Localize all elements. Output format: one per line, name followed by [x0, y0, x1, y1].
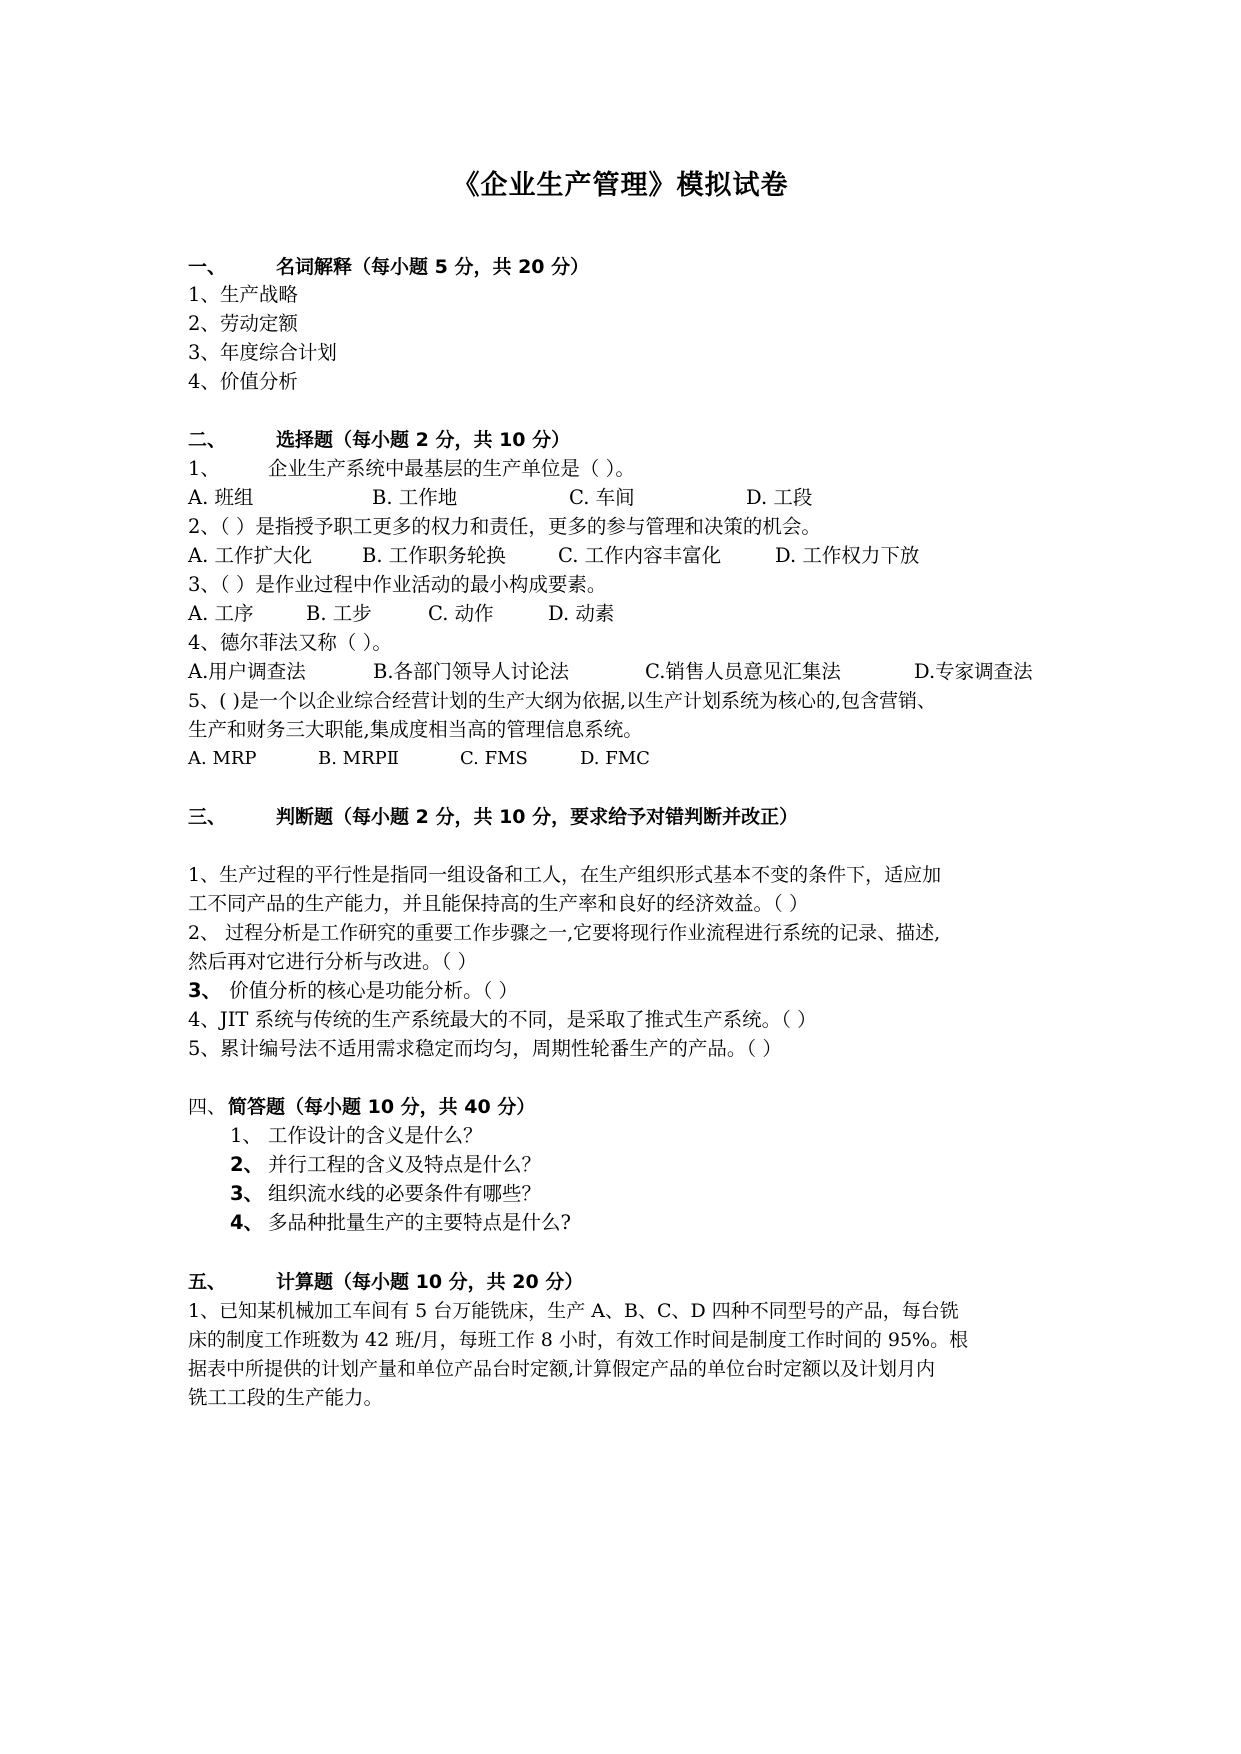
option-a: A. 班组: [188, 486, 254, 509]
item-text: 工作设计的含义是什么？: [268, 1124, 483, 1147]
list-item: 2、劳动定额: [188, 312, 298, 335]
item-number: 4、: [230, 1211, 264, 1234]
question-number: 1、: [188, 457, 220, 480]
option-d: D. 工段: [746, 486, 813, 509]
option-d: D.专家调查法: [914, 660, 1033, 683]
list-item: 1、生产战略: [188, 283, 298, 306]
paragraph-line: [188, 979, 518, 1003]
paragraph-line: 5、累计编号法不适用需求稳定而均匀，周期性轮番生产的产品。（ ）: [188, 1037, 782, 1060]
option-a: A.用户调查法: [188, 660, 306, 683]
paragraph-line: 铣工工段的生产能力。: [188, 1386, 384, 1409]
item-text: 并行工程的含义及特点是什么？: [268, 1153, 542, 1176]
question-stem: 2、（ ）是指授予职工更多的权力和责任，更多的参与管理和决策的机会。: [188, 515, 821, 538]
option-c: C. FMS: [460, 748, 528, 769]
section-4-heading: [188, 1095, 535, 1119]
list-item: [230, 1153, 541, 1177]
item-number: 3、: [230, 1182, 264, 1205]
section-number: 三、: [188, 806, 227, 828]
option-a: A. 工序: [188, 602, 254, 625]
section-title: 简答题（每小题 10 分，共 40 分）: [228, 1096, 536, 1118]
question-stem: [188, 457, 635, 481]
list-item: [230, 1182, 541, 1206]
paragraph-line: 床的制度工作班数为 42 班/月，每班工作 8 小时，有效工作时间是制度工作时间的 95%。根: [188, 1329, 969, 1351]
section-title: 判断题（每小题 2 分，共 10 分，要求给予对错判断并改正）: [276, 806, 799, 828]
option-b: B. 工作职务轮换: [362, 544, 506, 567]
section-title: 计算题（每小题 10 分，共 20 分）: [276, 1271, 584, 1293]
list-item: [230, 1124, 483, 1148]
paragraph-line: 2、 过程分析是工作研究的重要工作步骤之一,它要将现行作业流程进行系统的记录、描述,: [188, 922, 941, 944]
item-number: 3、: [188, 979, 222, 1002]
question-stem: 3、（ ）是作业过程中作业活动的最小构成要素。: [188, 573, 607, 596]
option-d: D. FMC: [580, 748, 650, 769]
paragraph-line: 1、生产过程的平行性是指同一组设备和工人，在生产组织形式基本不变的条件下，适应加: [188, 864, 942, 886]
option-c: C.销售人员意见汇集法: [645, 660, 841, 683]
section-title: 名词解释（每小题 5 分，共 20 分）: [276, 256, 590, 278]
option-a: A. 工作扩大化: [188, 544, 312, 567]
option-c: C. 动作: [428, 602, 494, 625]
item-text: 组织流水线的必要条件有哪些？: [268, 1182, 542, 1205]
section-number: 四、: [188, 1096, 227, 1118]
option-c: C. 车间: [569, 486, 635, 509]
question-stem-continued: 生产和财务三大职能,集成度相当高的管理信息系统。: [188, 718, 643, 741]
option-b: B. MRPⅡ: [318, 748, 399, 769]
paragraph-line: 工不同产品的生产能力，并且能保持高的生产率和良好的经济效益。（ ）: [188, 892, 809, 915]
option-b: B. 工步: [306, 602, 372, 625]
item-number: 1、: [230, 1124, 262, 1147]
page-title: 《企业生产管理》模拟试卷: [452, 170, 789, 201]
option-b: B. 工作地: [372, 486, 458, 509]
paragraph-line: 4、JIT 系统与传统的生产系统最大的不同，是采取了推式生产系统。（ ）: [188, 1008, 817, 1031]
paragraph-line: 然后再对它进行分析与改进。（ ）: [188, 950, 477, 973]
item-text: 多品种批量生产的主要特点是什么?: [268, 1211, 571, 1234]
option-a: A. MRP: [188, 748, 257, 769]
option-d: D. 工作权力下放: [775, 544, 920, 567]
item-text: 价值分析的核心是功能分析。（ ）: [229, 979, 519, 1002]
question-stem: 5、( )是一个以企业综合经营计划的生产大纲为依据,以生产计划系统为核心的,包含营销、: [188, 690, 937, 712]
section-number: 二、: [188, 429, 227, 451]
option-b: B.各部门领导人讨论法: [373, 660, 570, 683]
item-number: 2、: [230, 1153, 264, 1176]
paragraph-line: 据表中所提供的计划产量和单位产品台时定额,计算假定产品的单位台时定额以及计划月内: [188, 1358, 936, 1380]
question-stem: 4、德尔菲法又称（ ）。: [188, 631, 392, 654]
list-item: 3、年度综合计划: [188, 341, 337, 364]
section-3-heading: [188, 805, 799, 829]
list-item: [230, 1211, 571, 1235]
section-number: 一、: [188, 256, 227, 278]
option-c: C. 工作内容丰富化: [558, 544, 722, 567]
question-text: 企业生产系统中最基层的生产单位是（ ）。: [267, 457, 635, 480]
section-title: 选择题（每小题 2 分，共 10 分）: [276, 429, 571, 451]
section-2-heading: [188, 428, 571, 452]
section-number: 五、: [188, 1271, 227, 1293]
list-item: 4、价值分析: [188, 370, 298, 393]
option-d: D. 动素: [548, 602, 615, 625]
paragraph-line: 1、已知某机械加工车间有 5 台万能铣床，生产 A、B、C、D 四种不同型号的产品，每台铣: [188, 1300, 959, 1322]
section-5-heading: [188, 1270, 584, 1294]
section-1-heading: [188, 255, 590, 279]
